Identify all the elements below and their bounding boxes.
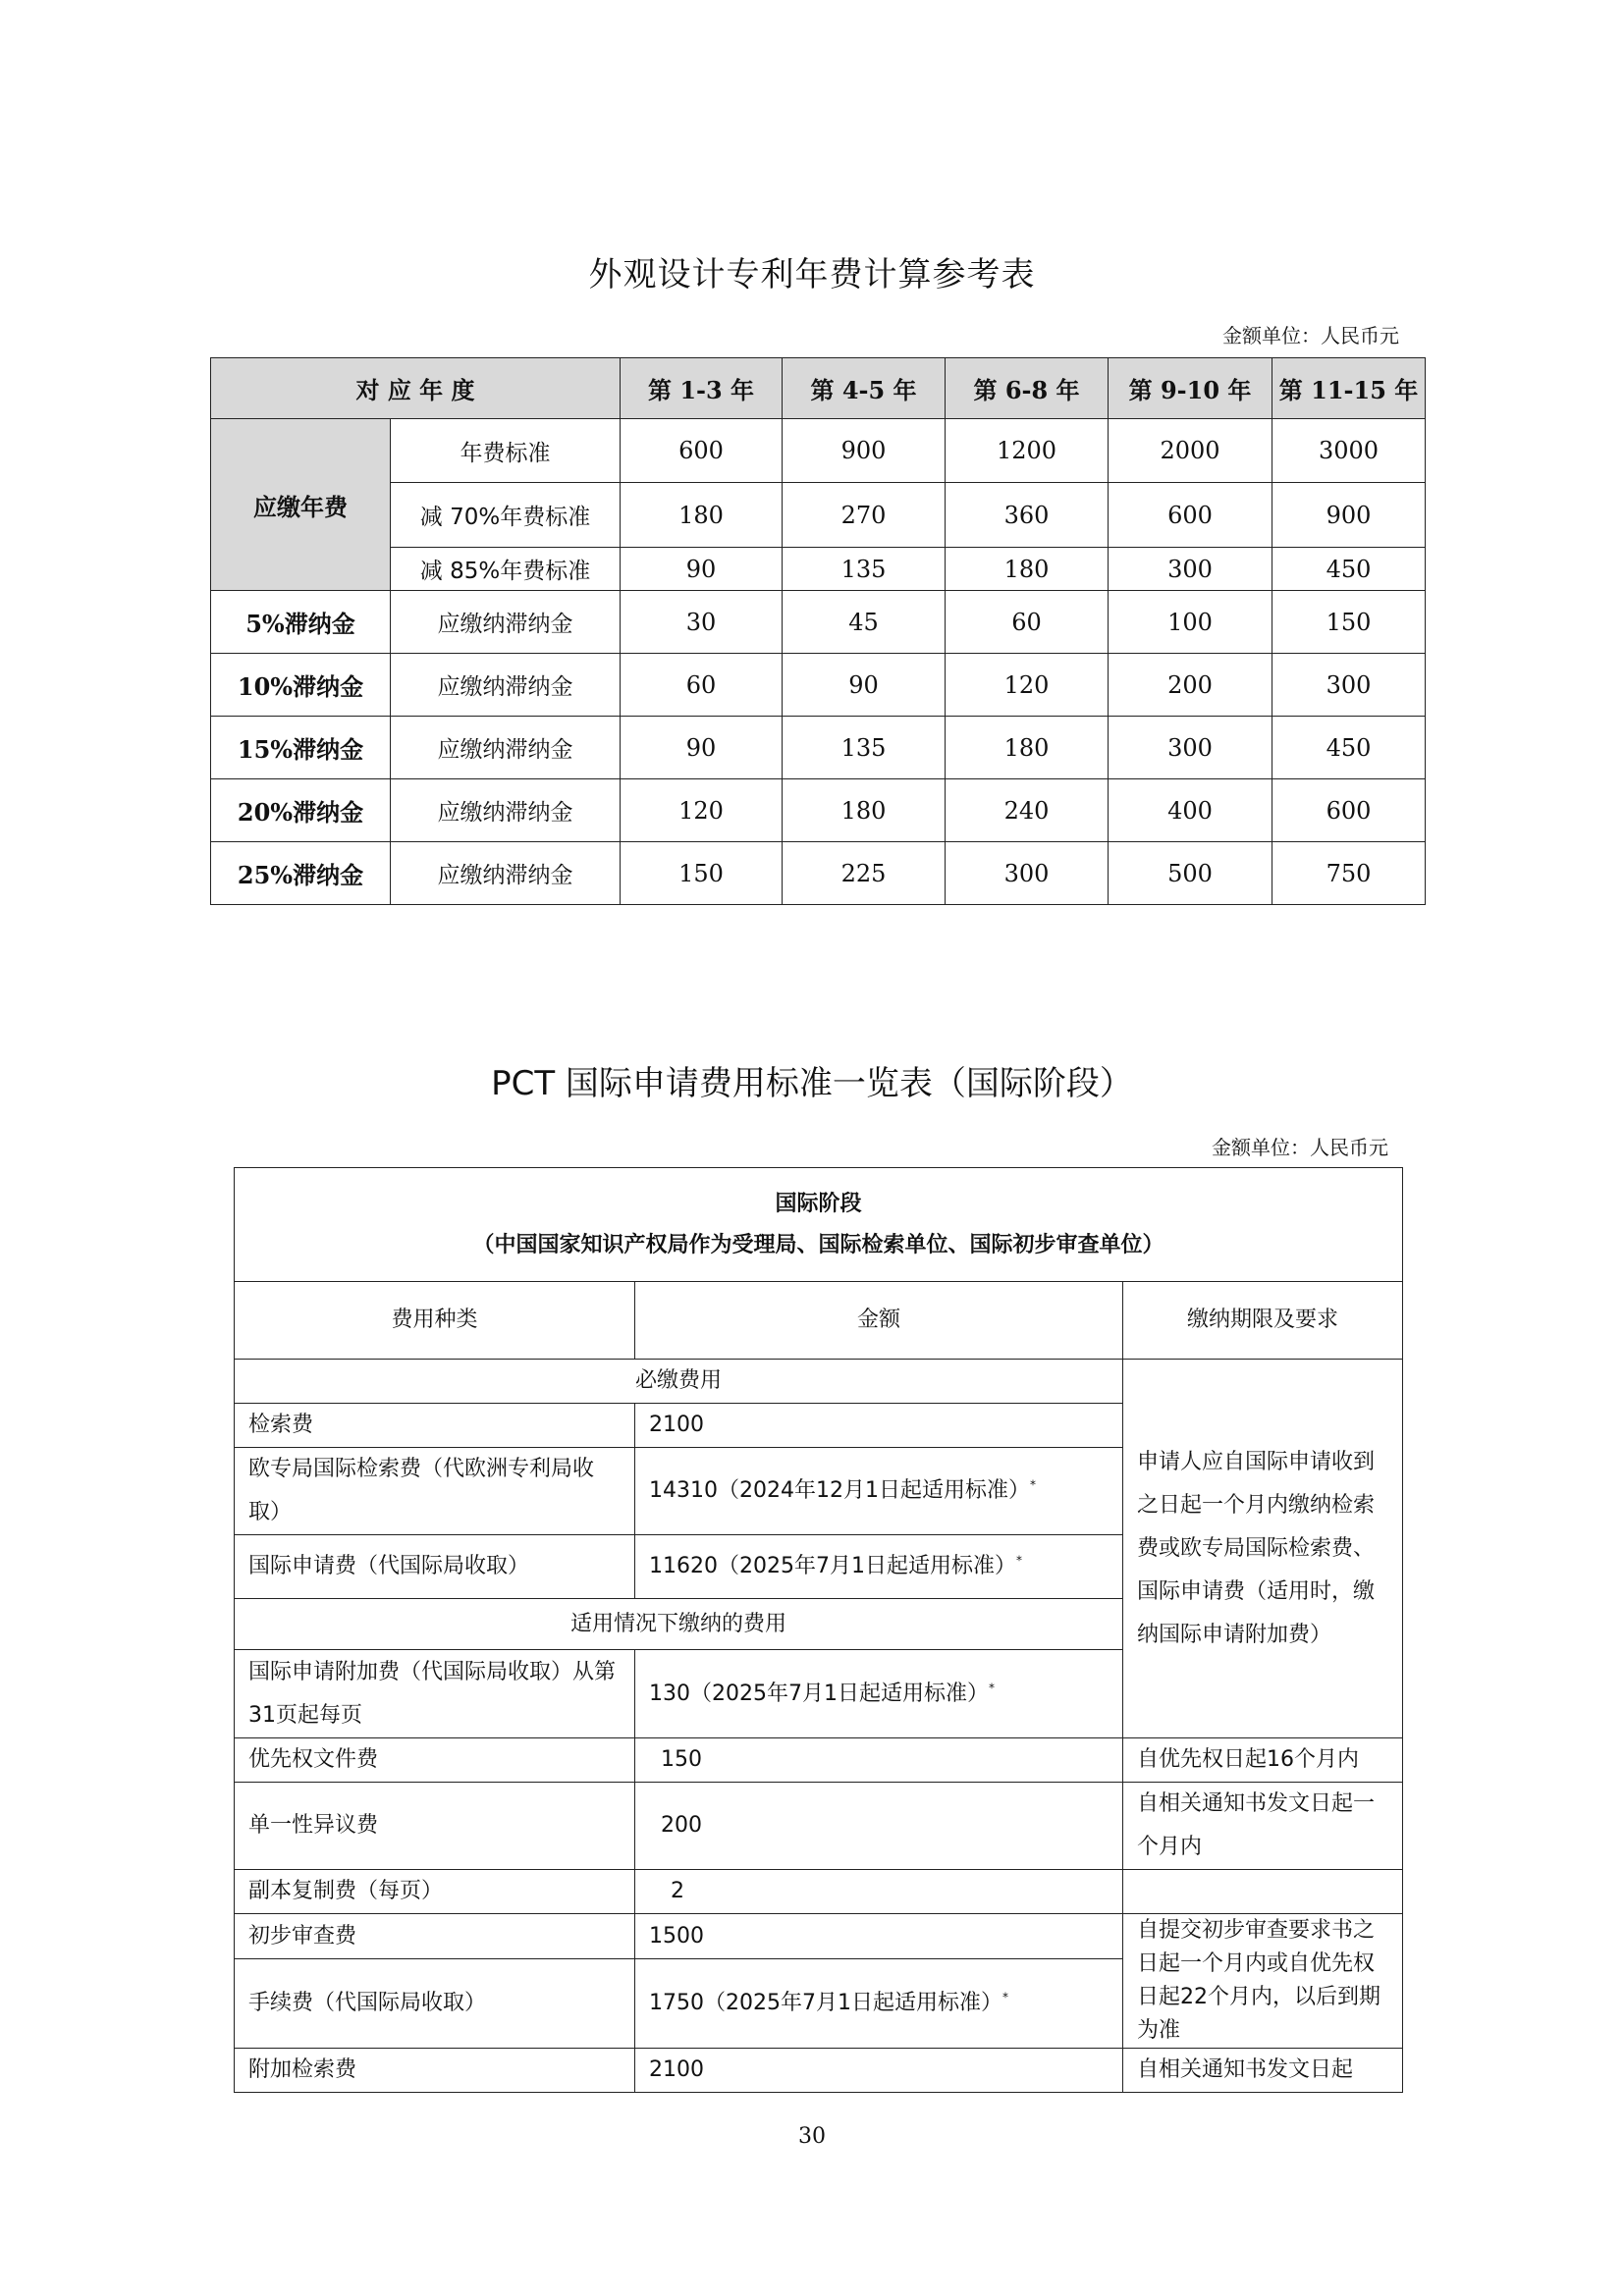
cell: 135 <box>783 548 946 591</box>
late-fee-head: 10%滞纳金 <box>211 654 391 717</box>
col-header: 第 4-5 年 <box>783 358 946 419</box>
cell: 180 <box>946 717 1109 779</box>
row-label: 应缴纳滞纳金 <box>391 717 621 779</box>
cell: 240 <box>946 779 1109 842</box>
col-header: 第 1-3 年 <box>621 358 783 419</box>
table1-title: 外观设计专利年费计算参考表 <box>588 255 1036 294</box>
row-label: 减 85%年费标准 <box>391 548 621 591</box>
stage-subtitle: （中国国家知识产权局作为受理局、国际检索单位、国际初步审查单位） <box>472 1232 1164 1257</box>
fee-req: 自优先权日起16个月内 <box>1123 1738 1403 1783</box>
fee-amount: 2100 <box>635 2049 1123 2093</box>
col-header: 第 6-8 年 <box>946 358 1109 419</box>
table1-unit: 金额单位：人民币元 <box>1222 324 1399 347</box>
cell: 1200 <box>946 419 1109 483</box>
cell: 90 <box>621 548 783 591</box>
col-header: 第 11-15 年 <box>1272 358 1426 419</box>
col-header: 费用种类 <box>235 1282 635 1360</box>
row-label: 应缴纳滞纳金 <box>391 654 621 717</box>
fee-name: 检索费 <box>235 1404 635 1448</box>
col-header: 第 9-10 年 <box>1109 358 1272 419</box>
fee-amount: 150 <box>635 1738 1123 1783</box>
late-fee-head: 25%滞纳金 <box>211 842 391 905</box>
table2-unit: 金额单位：人民币元 <box>1212 1136 1388 1159</box>
late-fee-head: 5%滞纳金 <box>211 591 391 654</box>
cell: 600 <box>1109 483 1272 548</box>
late-fee-head: 15%滞纳金 <box>211 717 391 779</box>
req-main: 申请人应自国际申请收到之日起一个月内缴纳检索费或欧专局国际检索费、国际申请费（适用时，缴纳国际申请附加费） <box>1123 1360 1403 1738</box>
fee-group-label: 应缴年费 <box>211 419 391 591</box>
cell: 900 <box>783 419 946 483</box>
cell: 135 <box>783 717 946 779</box>
fee-name: 优先权文件费 <box>235 1738 635 1783</box>
cell: 120 <box>946 654 1109 717</box>
col-header: 缴纳期限及要求 <box>1123 1282 1403 1360</box>
cell: 400 <box>1109 779 1272 842</box>
stage-header <box>235 1168 1403 1282</box>
cell: 90 <box>783 654 946 717</box>
cell: 200 <box>1109 654 1272 717</box>
cell: 120 <box>621 779 783 842</box>
fee-amount: 1500 <box>635 1914 1123 1959</box>
cell: 90 <box>621 717 783 779</box>
cell: 450 <box>1272 548 1426 591</box>
cell: 60 <box>621 654 783 717</box>
fee-amount: 1750（2025年7月1日起适用标准）* <box>635 1959 1123 2049</box>
fee-name: 副本复制费（每页） <box>235 1870 635 1914</box>
cell: 900 <box>1272 483 1426 548</box>
cell: 2000 <box>1109 419 1272 483</box>
section-optional: 适用情况下缴纳的费用 <box>235 1599 1123 1650</box>
cell: 300 <box>1109 717 1272 779</box>
fee-name: 单一性异议费 <box>235 1783 635 1870</box>
row-label: 应缴纳滞纳金 <box>391 591 621 654</box>
cell: 180 <box>783 779 946 842</box>
cell: 225 <box>783 842 946 905</box>
fee-amount: 200 <box>635 1783 1123 1870</box>
row-label: 应缴纳滞纳金 <box>391 779 621 842</box>
fee-amount: 2 <box>635 1870 1123 1914</box>
fee-amount: 14310（2024年12月1日起适用标准）* <box>635 1448 1123 1535</box>
cell: 600 <box>1272 779 1426 842</box>
fee-amount: 130（2025年7月1日起适用标准）* <box>635 1650 1123 1738</box>
late-fee-head: 20%滞纳金 <box>211 779 391 842</box>
cell: 100 <box>1109 591 1272 654</box>
cell: 3000 <box>1272 419 1426 483</box>
section-required: 必缴费用 <box>235 1360 1123 1404</box>
row-label: 年费标准 <box>391 419 621 483</box>
fee-req <box>1123 1870 1403 1914</box>
cell: 150 <box>1272 591 1426 654</box>
fee-name: 国际申请费（代国际局收取） <box>235 1535 635 1599</box>
fee-name: 欧专局国际检索费（代欧洲专利局收取） <box>235 1448 635 1535</box>
cell: 270 <box>783 483 946 548</box>
cell: 45 <box>783 591 946 654</box>
req-prelim: 自提交初步审查要求书之日起一个月内或自优先权日起22个月内，以后到期为准 <box>1123 1914 1403 2049</box>
table2-title: PCT 国际申请费用标准一览表（国际阶段） <box>491 1064 1133 1103</box>
fee-name: 附加检索费 <box>235 2049 635 2093</box>
fee-name: 国际申请附加费（代国际局收取）从第31页起每页 <box>235 1650 635 1738</box>
row-label: 减 70%年费标准 <box>391 483 621 548</box>
cell: 500 <box>1109 842 1272 905</box>
stage-title: 国际阶段 <box>775 1191 862 1216</box>
cell: 750 <box>1272 842 1426 905</box>
cell: 150 <box>621 842 783 905</box>
pct-fee-table <box>234 1167 1403 2093</box>
fee-amount: 11620（2025年7月1日起适用标准）* <box>635 1535 1123 1599</box>
page-number: 30 <box>798 2124 826 2149</box>
fee-name: 手续费（代国际局收取） <box>235 1959 635 2049</box>
year-header: 对 应 年 度 <box>211 358 621 419</box>
cell: 180 <box>621 483 783 548</box>
fee-amount: 2100 <box>635 1404 1123 1448</box>
fee-name: 初步审查费 <box>235 1914 635 1959</box>
cell: 180 <box>946 548 1109 591</box>
col-header: 金额 <box>635 1282 1123 1360</box>
cell: 300 <box>1272 654 1426 717</box>
cell: 30 <box>621 591 783 654</box>
row-label: 应缴纳滞纳金 <box>391 842 621 905</box>
cell: 360 <box>946 483 1109 548</box>
fee-req: 自相关通知书发文日起 <box>1123 2049 1403 2093</box>
cell: 600 <box>621 419 783 483</box>
fee-req: 自相关通知书发文日起一个月内 <box>1123 1783 1403 1870</box>
cell: 300 <box>946 842 1109 905</box>
cell: 60 <box>946 591 1109 654</box>
design-patent-fee-table <box>210 357 1426 905</box>
cell: 450 <box>1272 717 1426 779</box>
cell: 300 <box>1109 548 1272 591</box>
